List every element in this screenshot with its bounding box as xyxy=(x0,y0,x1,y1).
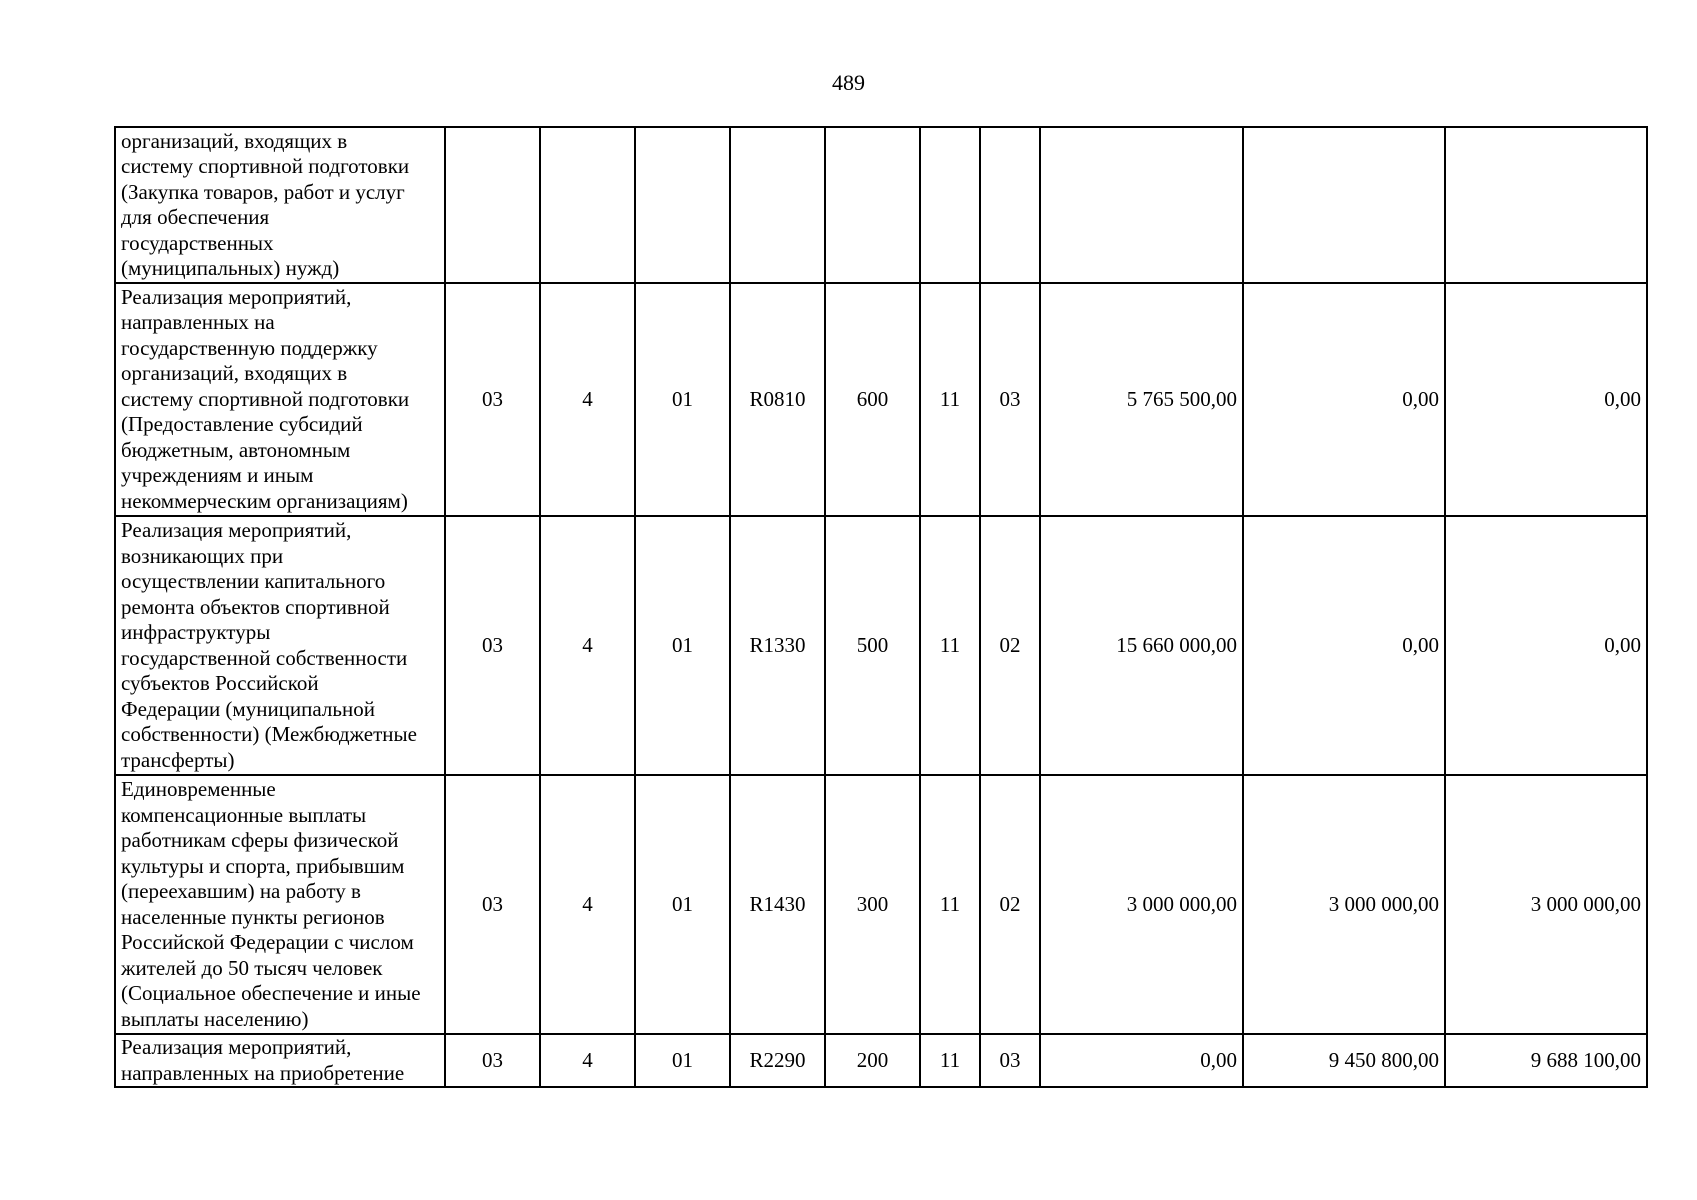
description-line: (переехавшим) на работу в xyxy=(121,879,361,903)
subprogram-code-cell: 01 xyxy=(635,516,730,775)
description-line: бюджетным, автономным xyxy=(121,437,351,462)
target-code-cell xyxy=(730,127,825,283)
program-code-cell: 4 xyxy=(540,1034,635,1087)
description-line: осуществлении капитального xyxy=(121,569,386,593)
budget-table xyxy=(114,126,1648,1088)
division-code-cell: 11 xyxy=(920,775,980,1034)
description-line: для обеспечения xyxy=(121,205,270,229)
program-code-cell xyxy=(540,127,635,283)
subprogram-code-cell xyxy=(635,127,730,283)
amount-year-2-cell: 0,00 xyxy=(1243,283,1445,516)
amount-year-3-cell: 0,00 xyxy=(1445,516,1647,775)
section-code-cell xyxy=(445,127,540,283)
description-line: трансферты) xyxy=(121,747,235,772)
table-row xyxy=(115,283,1647,516)
description-line: инфраструктуры xyxy=(121,620,271,644)
description-line: организаций, входящих в xyxy=(121,361,348,386)
description-line: направленных на xyxy=(121,310,275,335)
description-line: жителей до 50 тысяч человек xyxy=(121,955,383,980)
description-line: Единовременные xyxy=(121,777,276,801)
target-code-cell: R1330 xyxy=(730,516,825,775)
amount-year-3-cell xyxy=(1445,127,1647,283)
amount-year-1-cell: 3 000 000,00 xyxy=(1040,775,1243,1034)
subprogram-code-cell: 01 xyxy=(635,775,730,1034)
row-description xyxy=(115,127,445,283)
subdivision-code-cell: 03 xyxy=(980,283,1040,516)
table-row xyxy=(115,516,1647,775)
section-code-cell: 03 xyxy=(445,1034,540,1087)
row-description xyxy=(115,1034,445,1087)
amount-year-3-cell: 3 000 000,00 xyxy=(1445,775,1647,1034)
description-line: субъектов Российской xyxy=(121,671,319,695)
description-line: (Социальное обеспечение и иные xyxy=(121,981,421,1005)
description-line: некоммерческим организациям) xyxy=(121,488,408,513)
row-description xyxy=(115,283,445,516)
amount-year-1-cell: 0,00 xyxy=(1040,1034,1243,1087)
subdivision-code-cell xyxy=(980,127,1040,283)
expense-type-code-cell: 300 xyxy=(825,775,920,1034)
description-line: работникам сферы физической xyxy=(121,828,399,852)
description-line: (Предоставление субсидий xyxy=(121,412,363,437)
description-line: государственную поддержку xyxy=(121,335,378,360)
description-line: выплаты населению) xyxy=(121,1006,309,1031)
subprogram-code-cell: 01 xyxy=(635,283,730,516)
description-line: Реализация мероприятий, xyxy=(121,284,352,309)
table-row xyxy=(115,127,1647,283)
description-line: Реализация мероприятий, xyxy=(121,1035,352,1059)
amount-year-1-cell: 15 660 000,00 xyxy=(1040,516,1243,775)
page-number: 489 xyxy=(832,70,865,95)
program-code-cell: 4 xyxy=(540,516,635,775)
amount-year-2-cell xyxy=(1243,127,1445,283)
table-row xyxy=(115,1034,1647,1087)
target-code-cell: R0810 xyxy=(730,283,825,516)
description-line: направленных на приобретение xyxy=(121,1060,405,1085)
expense-type-code-cell: 600 xyxy=(825,283,920,516)
description-line: учреждениям и иным xyxy=(121,463,314,488)
description-line: систему спортивной подготовки xyxy=(121,386,410,411)
description-line: Реализация мероприятий, xyxy=(121,518,352,542)
description-line: населенные пункты регионов xyxy=(121,904,385,929)
description-line: систему спортивной подготовки xyxy=(121,154,410,178)
description-line: компенсационные выплаты xyxy=(121,802,367,827)
description-line: ремонта объектов спортивной xyxy=(121,594,390,619)
amount-year-1-cell: 5 765 500,00 xyxy=(1040,283,1243,516)
section-code-cell: 03 xyxy=(445,775,540,1034)
description-line: государственных xyxy=(121,230,274,255)
description-line: (Закупка товаров, работ и услуг xyxy=(121,179,405,204)
description-line: (муниципальных) нужд) xyxy=(121,256,340,280)
program-code-cell: 4 xyxy=(540,283,635,516)
subdivision-code-cell: 02 xyxy=(980,775,1040,1034)
row-description xyxy=(115,516,445,775)
subprogram-code-cell: 01 xyxy=(635,1034,730,1087)
amount-year-3-cell: 0,00 xyxy=(1445,283,1647,516)
description-line: государственной собственности xyxy=(121,645,408,670)
description-line: Российской Федерации с числом xyxy=(121,930,414,954)
section-code-cell: 03 xyxy=(445,283,540,516)
description-line: Федерации (муниципальной xyxy=(121,696,375,721)
expense-type-code-cell: 500 xyxy=(825,516,920,775)
target-code-cell: R2290 xyxy=(730,1034,825,1087)
row-description xyxy=(115,775,445,1034)
amount-year-2-cell: 3 000 000,00 xyxy=(1243,775,1445,1034)
section-code-cell: 03 xyxy=(445,516,540,775)
amount-year-1-cell xyxy=(1040,127,1243,283)
division-code-cell: 11 xyxy=(920,516,980,775)
subdivision-code-cell: 02 xyxy=(980,516,1040,775)
expense-type-code-cell: 200 xyxy=(825,1034,920,1087)
description-line: организаций, входящих в xyxy=(121,128,348,153)
division-code-cell: 11 xyxy=(920,1034,980,1087)
description-line: культуры и спорта, прибывшим xyxy=(121,853,405,878)
amount-year-2-cell: 0,00 xyxy=(1243,516,1445,775)
target-code-cell: R1430 xyxy=(730,775,825,1034)
division-code-cell: 11 xyxy=(920,283,980,516)
subdivision-code-cell: 03 xyxy=(980,1034,1040,1087)
division-code-cell xyxy=(920,127,980,283)
expense-type-code-cell xyxy=(825,127,920,283)
amount-year-2-cell: 9 450 800,00 xyxy=(1243,1034,1445,1087)
description-line: собственности) (Межбюджетные xyxy=(121,722,417,746)
program-code-cell: 4 xyxy=(540,775,635,1034)
amount-year-3-cell: 9 688 100,00 xyxy=(1445,1034,1647,1087)
table-row xyxy=(115,775,1647,1034)
description-line: возникающих при xyxy=(121,543,284,568)
